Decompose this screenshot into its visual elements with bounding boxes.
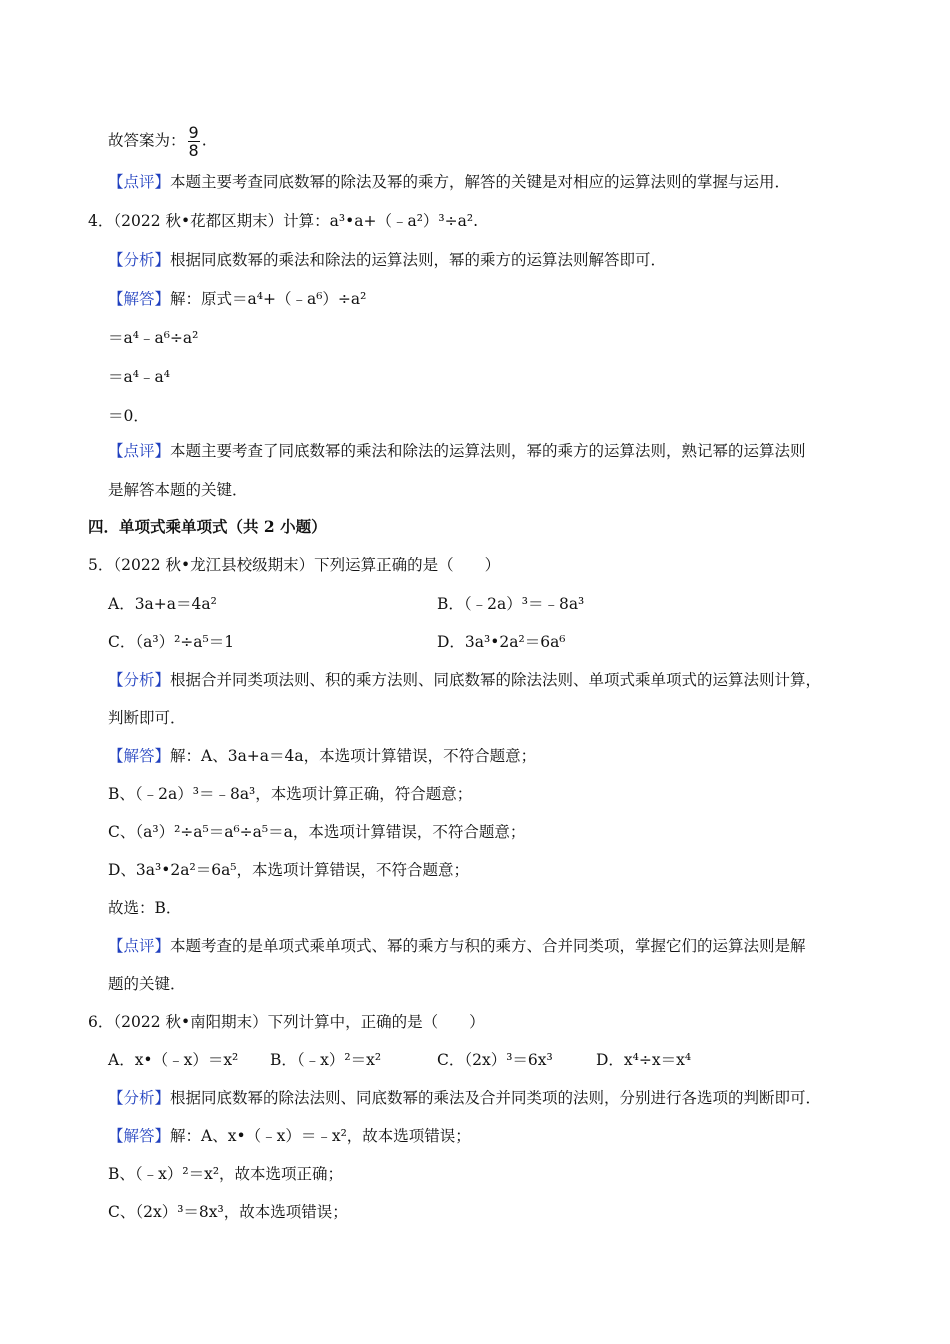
option-text: B．（﹣2a）³＝﹣8a³ bbox=[437, 595, 585, 613]
q6-option-a bbox=[108, 1049, 238, 1071]
answer-text: 解：原式＝a⁴+（﹣a⁶）÷a² bbox=[170, 290, 367, 308]
q5-analysis-cont bbox=[108, 707, 186, 729]
comment-tag: 【点评】 bbox=[108, 937, 171, 955]
q5-analysis bbox=[108, 669, 821, 691]
q5-option-a bbox=[108, 593, 217, 615]
option-text: C．（a³）²÷a⁵＝1 bbox=[108, 633, 235, 651]
q4-comment-cont bbox=[108, 479, 248, 501]
question-4-text: 4．（2022 秋•花都区期末）计算：a³•a+（﹣a²）³÷a². bbox=[88, 212, 478, 230]
question-5-text: 5．（2022 秋•龙江县校级期末）下列运算正确的是（ ） bbox=[88, 556, 501, 574]
option-text: A．3a+a＝4a² bbox=[108, 595, 217, 613]
comment-line bbox=[108, 171, 790, 193]
q6-option-c bbox=[437, 1049, 553, 1071]
q5-choice bbox=[108, 897, 181, 919]
fraction-denominator: 8 bbox=[188, 141, 199, 160]
q5-solution-b bbox=[108, 783, 472, 805]
comment-text: 本题主要考查同底数幂的除法及幂的乘方，解答的关键是对相应的运算法则的掌握与运用． bbox=[170, 173, 791, 191]
q6-solution-c bbox=[108, 1201, 348, 1223]
step-text: ＝0． bbox=[108, 407, 149, 425]
fraction-numerator: 9 bbox=[188, 123, 199, 142]
answer-tag: 【解答】 bbox=[108, 1127, 171, 1145]
step-text: ＝a⁴﹣a⁴ bbox=[108, 368, 170, 386]
fraction bbox=[188, 124, 200, 159]
solution-text: B、（﹣2a）³＝﹣8a³，本选项计算正确，符合题意； bbox=[108, 785, 473, 803]
solution-text: C、（2x）³＝8x³，故本选项错误； bbox=[108, 1203, 348, 1221]
q4-analysis bbox=[108, 249, 666, 271]
q5-option-c bbox=[108, 631, 234, 653]
q6-option-b bbox=[270, 1049, 381, 1071]
solution-text: D、3a³•2a²＝6a⁵，本选项计算错误，不符合题意； bbox=[108, 861, 470, 879]
answer-line bbox=[108, 124, 207, 159]
q5-option-b bbox=[437, 593, 584, 615]
section-title: 四．单项式乘单项式（共 2 小题） bbox=[88, 517, 327, 536]
q4-answer bbox=[108, 288, 366, 310]
q5-solution-c bbox=[108, 821, 525, 843]
question-5 bbox=[88, 554, 500, 576]
question-4 bbox=[88, 210, 478, 232]
analysis-tag: 【分析】 bbox=[108, 1089, 171, 1107]
q6-analysis bbox=[108, 1087, 821, 1109]
answer-suffix: . bbox=[201, 131, 207, 150]
q4-comment bbox=[108, 440, 806, 462]
solution-text: C、（a³）²÷a⁵＝a⁶÷a⁵＝a，本选项计算错误，不符合题意； bbox=[108, 823, 526, 841]
answer-text: 解：A、3a+a＝4a，本选项计算错误，不符合题意； bbox=[170, 747, 537, 765]
answer-text: 解：A、x•（﹣x）＝﹣x²，故本选项错误； bbox=[170, 1127, 471, 1145]
comment-tag: 【点评】 bbox=[108, 173, 171, 191]
option-text: A．x•（﹣x）＝x² bbox=[108, 1051, 239, 1069]
question-6 bbox=[88, 1011, 485, 1033]
question-6-text: 6．（2022 秋•南阳期末）下列计算中，正确的是（ ） bbox=[88, 1013, 485, 1031]
q6-solution-b bbox=[108, 1163, 343, 1185]
q5-answer bbox=[108, 745, 536, 767]
option-text: D．3a³•2a²＝6a⁶ bbox=[437, 633, 566, 651]
step-text: ＝a⁴﹣a⁶÷a² bbox=[108, 329, 199, 347]
comment-text: 本题主要考查了同底数幂的乘法和除法的运算法则，幂的乘方的运算法则，熟记幂的运算法则 bbox=[170, 442, 806, 460]
option-text: B．（﹣x）²＝x² bbox=[270, 1051, 382, 1069]
section-heading bbox=[88, 516, 327, 538]
comment-text: 题的关键． bbox=[108, 975, 186, 993]
comment-text: 本题考查的是单项式乘单项式、幂的乘方与积的乘方、合并同类项，掌握它们的运算法则是解 bbox=[170, 937, 806, 955]
analysis-tag: 【分析】 bbox=[108, 671, 171, 689]
choice-text: 故选：B． bbox=[108, 899, 182, 917]
analysis-text: 判断即可． bbox=[108, 709, 186, 727]
analysis-text: 根据同底数幂的除法法则、同底数幂的乘法及合并同类项的法则，分别进行各选项的判断即可． bbox=[170, 1089, 822, 1107]
comment-text: 是解答本题的关键． bbox=[108, 481, 248, 499]
q5-comment-cont bbox=[108, 973, 186, 995]
q4-step-1 bbox=[108, 327, 198, 349]
answer-prefix: 故答案为： bbox=[108, 131, 186, 150]
q4-step-2 bbox=[108, 366, 170, 388]
q4-step-3 bbox=[108, 405, 149, 427]
analysis-tag: 【分析】 bbox=[108, 251, 171, 269]
q5-comment bbox=[108, 935, 806, 957]
option-text: D．x⁴÷x＝x⁴ bbox=[596, 1051, 692, 1069]
q5-solution-d bbox=[108, 859, 469, 881]
analysis-text: 根据合并同类项法则、积的乘方法则、同底数幂的除法法则、单项式乘单项式的运算法则计算， bbox=[170, 671, 822, 689]
q6-option-d bbox=[596, 1049, 691, 1071]
answer-tag: 【解答】 bbox=[108, 747, 171, 765]
comment-tag: 【点评】 bbox=[108, 442, 171, 460]
q6-answer bbox=[108, 1125, 471, 1147]
analysis-text: 根据同底数幂的乘法和除法的运算法则，幂的乘方的运算法则解答即可． bbox=[170, 251, 667, 269]
answer-tag: 【解答】 bbox=[108, 290, 171, 308]
q5-option-d bbox=[437, 631, 566, 653]
option-text: C．（2x）³＝6x³ bbox=[437, 1051, 553, 1069]
solution-text: B、（﹣x）²＝x²，故本选项正确； bbox=[108, 1165, 344, 1183]
